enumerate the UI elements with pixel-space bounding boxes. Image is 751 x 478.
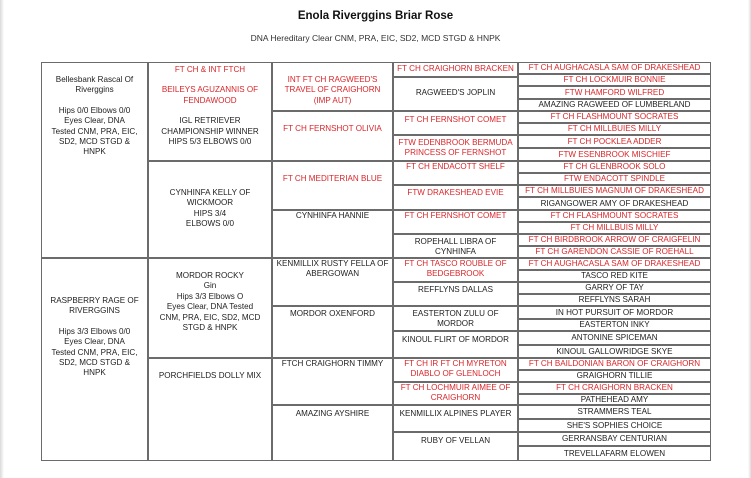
sire-dam-cell: [148, 161, 272, 258]
dam-info-line: HNPK: [83, 368, 106, 378]
sire-info-line: Hips 0/0 Elbows 0/0: [58, 105, 131, 115]
gen5-name: GERRANSBAY CENTURIAN: [562, 434, 667, 443]
gen5-cell: [518, 432, 711, 446]
sire-info-line: Tested CNM, PRA, EIC,: [51, 126, 138, 136]
gen5-name: FT CH AUGHACASLA SAM OF DRAKESHEAD: [528, 259, 701, 268]
gen4-line: FT CH TASCO ROUBLE OF: [404, 259, 507, 268]
gen4-line: ROPEHALL LIBRA OF CYNHINFA: [414, 237, 497, 257]
dam-sire-line: STGD & HNPK: [182, 323, 238, 333]
gen5-name: FT CH GARENDON CASSIE OF ROEHALL: [535, 247, 694, 256]
gen5-cell: [518, 370, 711, 382]
dam-dam-line: PORCHFIELDS DOLLY MIX: [158, 371, 262, 380]
dam-sire-line: CNM, PRA, EIC, SD2, MCD: [159, 312, 261, 322]
gen5-name: EASTERTON INKY: [579, 320, 650, 329]
gen3-line: FT CH MEDITERIAN BLUE: [282, 174, 383, 183]
gen4-line: REFFLYNS DALLAS: [418, 285, 493, 294]
gen4-line: FT CH LOCHMUIR AIMEE OF: [400, 383, 511, 392]
gen3-line: AMAZING AYSHIRE: [295, 409, 370, 418]
gen5-cell: [518, 210, 711, 222]
gen3-cell-5: [272, 258, 393, 306]
gen3-line: FT CH FERNSHOT OLIVIA: [283, 124, 382, 133]
gen3-cell-3: [272, 161, 393, 210]
gen3-line: KENMILLIX RUSTY FELLA OF: [276, 259, 389, 268]
dam-cell: [41, 258, 148, 461]
gen4-line: KENMILLIX ALPINES PLAYER: [399, 409, 512, 418]
gen3-line: MORDOR OXENFORD: [290, 309, 375, 318]
gen5-name: FT CH MILLBUIES MAGNUM OF DRAKESHEAD: [525, 186, 704, 195]
gen5-name: TREVELLAFARM ELOWEN: [563, 449, 666, 458]
sire-info-line: HNPK: [83, 147, 106, 157]
gen4-line: EASTERTON ZULU OF MORDOR: [412, 309, 499, 329]
gen4-line: FT CH CRAIGHORN BRACKEN: [397, 64, 514, 73]
gen5-name: ANTONINE SPICEMAN: [571, 333, 658, 342]
gen3-cell-4: [272, 210, 393, 258]
gen5-name: REFFLYNS SARAH: [578, 295, 651, 304]
gen4-cell-1: [393, 62, 518, 77]
gen5-name: FTW ENDACOTT SPINDLE: [563, 174, 666, 183]
dna-subtitle: DNA Hereditary Clear CNM, PRA, EIC, SD2, MCD STGD & HNPK: [250, 33, 501, 43]
gen5-cell: [518, 419, 711, 432]
gen5-name: TASCO RED KITE: [581, 271, 648, 280]
gen5-name: SHE'S SOPHIES CHOICE: [566, 421, 663, 430]
page-shadow-left: [0, 0, 4, 478]
gen5-cell: [518, 99, 711, 111]
gen4-line: RAGWEED'S JOPLIN: [415, 88, 496, 97]
gen5-cell: [518, 197, 711, 210]
gen3-cell-1: [272, 62, 393, 111]
sire-sire-cell: [148, 62, 272, 161]
gen4-line: FT CH ENDACOTT SHELF: [406, 162, 505, 171]
gen3-cell-2: [272, 111, 393, 161]
gen4-cell-4: [393, 135, 518, 161]
gen4-cell-10: [393, 282, 518, 306]
gen4-cell-7: [393, 210, 518, 234]
gen5-name: AMAZING RAGWEED OF LUMBERLAND: [538, 100, 691, 109]
gen3-line: INT FT CH RAGWEED'S: [287, 75, 378, 84]
gen5-name: PATHEHEAD AMY: [580, 395, 649, 404]
gen5-cell: [518, 173, 711, 185]
gen5-cell: [518, 405, 711, 419]
dam-sire-line: Eyes Clear, DNA Tested: [166, 302, 254, 312]
dam-dam-cell: [148, 358, 272, 461]
sire-name-line: Riverggins: [75, 85, 114, 95]
dam-info-line: SD2, MCD STGD &: [58, 358, 131, 368]
gen4-line: FT CH FERNSHOT COMET: [404, 211, 507, 220]
gen5-name: FT CH FLASHMOUNT SOCRATES: [550, 112, 679, 121]
gen3-line: (IMP AUT): [313, 95, 352, 105]
dam-info-line: Eyes Clear, DNA: [64, 337, 125, 347]
sire-sire-info: HIPS 5/3 ELBOWS 0/0: [168, 137, 252, 147]
gen5-name: FT CH POCKLEA ADDER: [567, 137, 662, 146]
gen5-cell: [518, 382, 711, 394]
gen5-name: FTW ESENBROOK MISCHIEF: [558, 150, 671, 159]
dam-sire-line: Hips 3/3 Elbows O: [176, 291, 244, 301]
gen4-line: FTW EDENBROOK BERMUDA: [398, 138, 513, 147]
gen5-name: FT CH BAILDONIAN BARON OF CRAIGHORN: [528, 359, 701, 368]
gen5-name: FT CH FLASHMOUNT SOCRATES: [550, 211, 679, 220]
gen5-cell: [518, 446, 711, 461]
gen5-cell: [518, 282, 711, 294]
gen5-name: FTW HAMFORD WILFRED: [564, 88, 665, 97]
gen3-cell-7: [272, 358, 393, 405]
gen3-cell-6: [272, 306, 393, 358]
gen4-line: CRAIGHORN: [430, 393, 481, 403]
gen5-name: FT CH BIRDBROOK ARROW OF CRAIGFELIN: [528, 235, 701, 244]
sire-dam-line: CYNHINFA KELLY OF: [169, 188, 251, 197]
gen4-line: DIABLO OF GLENLOCH: [410, 369, 501, 379]
sire-info-line: Eyes Clear, DNA: [64, 116, 125, 126]
gen5-cell: [518, 270, 711, 282]
sire-sire-name: FENDAWOOD: [183, 95, 237, 105]
gen5-cell: [518, 161, 711, 173]
gen5-cell: [518, 331, 711, 345]
gen4-cell-12: [393, 331, 518, 358]
gen4-line: BEDGEBROOK: [426, 269, 485, 279]
sire-cell: [41, 62, 148, 258]
gen5-name: FT CH MILLBUIS MILLY: [570, 223, 659, 232]
gen5-name: FT CH AUGHACASLA SAM OF DRAKESHEAD: [528, 63, 701, 72]
dam-name-line: RASPBERRY RAGE OF: [50, 296, 139, 305]
gen5-cell: [518, 345, 711, 358]
gen5-cell: [518, 258, 711, 270]
sire-sire-title: FT CH & INT FTCH: [174, 65, 246, 74]
gen5-name: FT CH CRAIGHORN BRACKEN: [556, 383, 673, 392]
sire-sire-info: IGL RETRIEVER: [179, 116, 241, 126]
gen5-cell: [518, 319, 711, 331]
sire-info-line: SD2, MCD STGD &: [58, 137, 131, 147]
dam-info-line: Tested CNM, PRA, EIC,: [51, 347, 138, 357]
page-title: Enola Riverggins Briar Rose: [297, 10, 454, 22]
gen4-cell-5: [393, 161, 518, 185]
gen5-cell: [518, 222, 711, 234]
gen5-cell: [518, 148, 711, 161]
gen3-line: CYNHINFA HANNIE: [295, 211, 370, 220]
gen5-name: STRAMMERS TEAL: [577, 407, 652, 416]
sire-name-line: Bellesbank Rascal Of: [55, 75, 134, 84]
gen4-line: PRINCESS OF FERNSHOT: [404, 148, 507, 158]
gen5-cell: [518, 86, 711, 99]
gen5-cell: [518, 74, 711, 86]
gen4-cell-2: [393, 77, 518, 111]
sire-sire-name: BEILEYS AGUZANNIS OF: [161, 85, 259, 95]
gen3-line: TRAVEL OF CRAIGHORN: [284, 85, 381, 95]
gen4-line: FT CH FERNSHOT COMET: [404, 115, 507, 124]
gen5-name: GARRY OF TAY: [585, 283, 644, 292]
gen5-name: GRAIGHORN TILLIE: [576, 371, 653, 380]
sire-sire-info: CHAMPIONSHIP WINNER: [161, 126, 259, 136]
gen5-name: RIGANGOWER AMY OF DRAKESHEAD: [540, 199, 689, 208]
gen5-cell: [518, 62, 711, 74]
gen4-cell-9: [393, 258, 518, 282]
sire-dam-line: WICKMOOR: [186, 198, 234, 208]
gen4-cell-11: [393, 306, 518, 331]
gen4-line: RUBY OF VELLAN: [420, 436, 491, 445]
gen4-cell-8: [393, 234, 518, 258]
gen5-cell: [518, 123, 711, 135]
gen3-line: FTCH CRAIGHORN TIMMY: [281, 359, 384, 368]
gen5-name: KINOUL GALLOWRIDGE SKYE: [556, 347, 673, 356]
dam-sire-line: Gin: [203, 281, 217, 291]
gen4-cell-14: [393, 382, 518, 405]
gen5-name: IN HOT PURSUIT OF MORDOR: [555, 308, 674, 317]
gen5-cell: [518, 294, 711, 306]
sire-dam-line: ELBOWS 0/0: [185, 219, 235, 229]
gen5-cell: [518, 185, 711, 197]
dam-sire-cell: [148, 258, 272, 358]
gen5-cell: [518, 306, 711, 319]
gen3-cell-8: [272, 405, 393, 461]
gen5-cell: [518, 358, 711, 370]
gen5-cell: [518, 394, 711, 405]
gen4-line: KINOUL FLIRT OF MORDOR: [402, 335, 509, 344]
gen5-cell: [518, 234, 711, 246]
sire-dam-line: HIPS 3/4: [193, 208, 227, 218]
gen5-cell: [518, 111, 711, 123]
gen4-cell-16: [393, 432, 518, 461]
gen4-cell-6: [393, 185, 518, 210]
gen3-line: ABERGOWAN: [305, 269, 360, 279]
gen5-name: FT CH GLENBROOK SOLO: [563, 162, 666, 171]
gen4-line: FT CH IR FT CH MYRETON: [404, 359, 507, 368]
dam-name-line: RIVERGGINS: [69, 306, 120, 316]
gen4-line: FTW DRAKESHEAD EVIE: [407, 188, 504, 197]
gen4-cell-3: [393, 111, 518, 135]
gen5-cell: [518, 135, 711, 148]
dam-sire-line: MORDOR ROCKY: [176, 271, 244, 280]
dam-info-line: Hips 3/3 Elbows 0/0: [58, 326, 131, 336]
pedigree-table: [41, 62, 711, 461]
gen5-cell: [518, 246, 711, 258]
gen5-name: FT CH LOCKMUIR BONNIE: [563, 75, 666, 84]
gen4-cell-15: [393, 405, 518, 432]
gen4-cell-13: [393, 358, 518, 382]
gen5-name: FT CH MILLBUIES MILLY: [567, 124, 662, 133]
